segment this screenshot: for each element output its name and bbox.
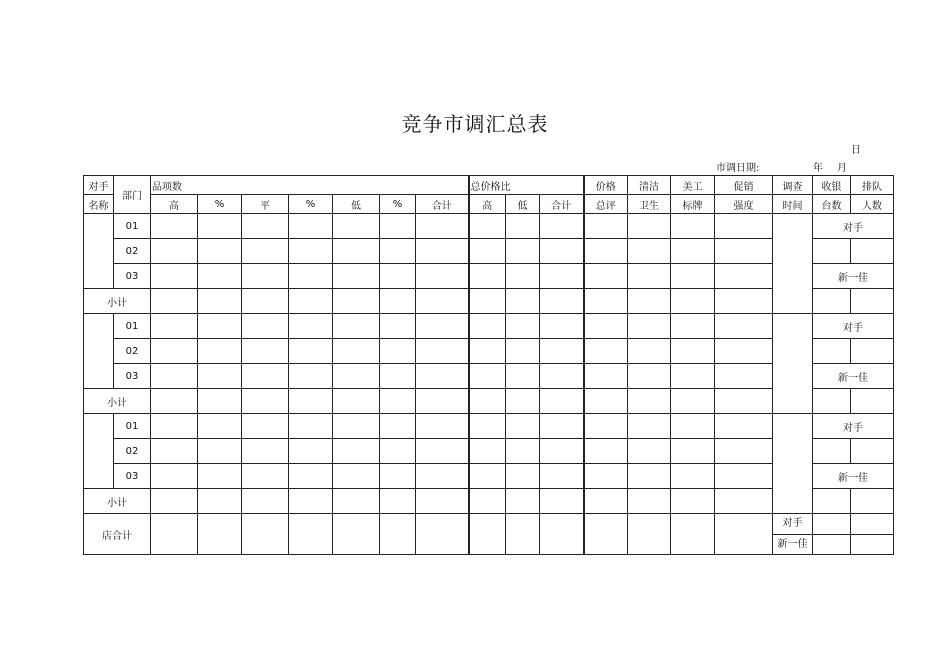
header-time: 时间 [773, 195, 813, 214]
subheader-cell: 合计 [540, 195, 584, 214]
subheader-cell: 高 [151, 195, 198, 214]
dept-code: 01 [114, 314, 151, 339]
header-price-ratio: 总价格比 [469, 176, 584, 195]
subheader-cell: 低 [333, 195, 380, 214]
dept-code: 02 [114, 439, 151, 464]
dept-code: 01 [114, 414, 151, 439]
header-people: 人数 [851, 195, 894, 214]
rival-name-cell [84, 414, 114, 489]
header-items: 品项数 [151, 176, 469, 195]
header-registers: 台数 [813, 195, 851, 214]
table-row [84, 414, 894, 439]
table-row [84, 339, 894, 364]
subheader-cell: 低 [506, 195, 540, 214]
header-cash: 收银 [813, 176, 851, 195]
table-row [84, 264, 894, 289]
header-dept: 部门 [114, 176, 151, 214]
xinyijia-label: 新一佳 [813, 464, 894, 489]
subtotal-row [84, 389, 894, 414]
survey-time-cell [773, 414, 813, 514]
subtotal-label: 小计 [84, 489, 151, 514]
dept-code: 02 [114, 339, 151, 364]
xinyijia-label: 新一佳 [813, 264, 894, 289]
header-art: 美工 [671, 176, 715, 195]
rival-label: 对手 [813, 214, 894, 239]
rival-label: 对手 [813, 414, 894, 439]
survey-time-cell [773, 214, 813, 314]
header-row-2 [84, 195, 894, 214]
header-rival: 对手 [84, 176, 114, 195]
header-intensity: 强度 [715, 195, 773, 214]
subheader-cell: 高 [469, 195, 506, 214]
dept-code: 03 [114, 464, 151, 489]
subtotal-row [84, 289, 894, 314]
survey-time-cell [773, 314, 813, 414]
date-month-label: 月 [837, 163, 847, 174]
header-queue: 排队 [851, 176, 894, 195]
date-day-label: 日 [851, 145, 861, 156]
header-price-eval: 总评 [584, 195, 628, 214]
subtotal-row [84, 489, 894, 514]
subtotal-label: 小计 [84, 289, 151, 314]
store-total-row [84, 514, 894, 555]
header-rival-name: 名称 [84, 195, 114, 214]
table-row [84, 464, 894, 489]
store-total-compare [773, 514, 813, 555]
store-total-label: 店合计 [84, 514, 151, 555]
table-row [84, 364, 894, 389]
dept-code: 03 [114, 264, 151, 289]
subheader-cell: 合计 [416, 195, 469, 214]
rival-name-cell [84, 214, 114, 289]
store-total-xinyijia: 新一佳 [777, 539, 808, 550]
store-total-cash [813, 514, 851, 555]
survey-table [83, 175, 894, 555]
subheader-cell: 平 [242, 195, 289, 214]
survey-date-label: 市调日期: [716, 163, 760, 174]
header-promo: 促销 [715, 176, 773, 195]
header-survey: 调查 [773, 176, 813, 195]
header-row-1 [84, 176, 894, 195]
dept-code: 01 [114, 214, 151, 239]
subheader-cell: % [289, 195, 333, 214]
store-total-rival: 对手 [773, 514, 812, 535]
table-row [84, 239, 894, 264]
table-row [84, 214, 894, 239]
page-title: 竞争市调汇总表 [401, 112, 549, 136]
xinyijia-label: 新一佳 [813, 364, 894, 389]
header-clean: 清洁 [628, 176, 671, 195]
subheader-cell: % [380, 195, 416, 214]
header-signage: 标牌 [671, 195, 715, 214]
header-hygiene: 卫生 [628, 195, 671, 214]
header-price: 价格 [584, 176, 628, 195]
rival-name-cell [84, 314, 114, 389]
date-year-label: 年 [813, 163, 823, 174]
table-row [84, 314, 894, 339]
dept-code: 02 [114, 239, 151, 264]
dept-code: 03 [114, 364, 151, 389]
subheader-cell: % [198, 195, 242, 214]
store-total-queue [851, 514, 894, 555]
subtotal-label: 小计 [84, 389, 151, 414]
table-row [84, 439, 894, 464]
rival-label: 对手 [813, 314, 894, 339]
